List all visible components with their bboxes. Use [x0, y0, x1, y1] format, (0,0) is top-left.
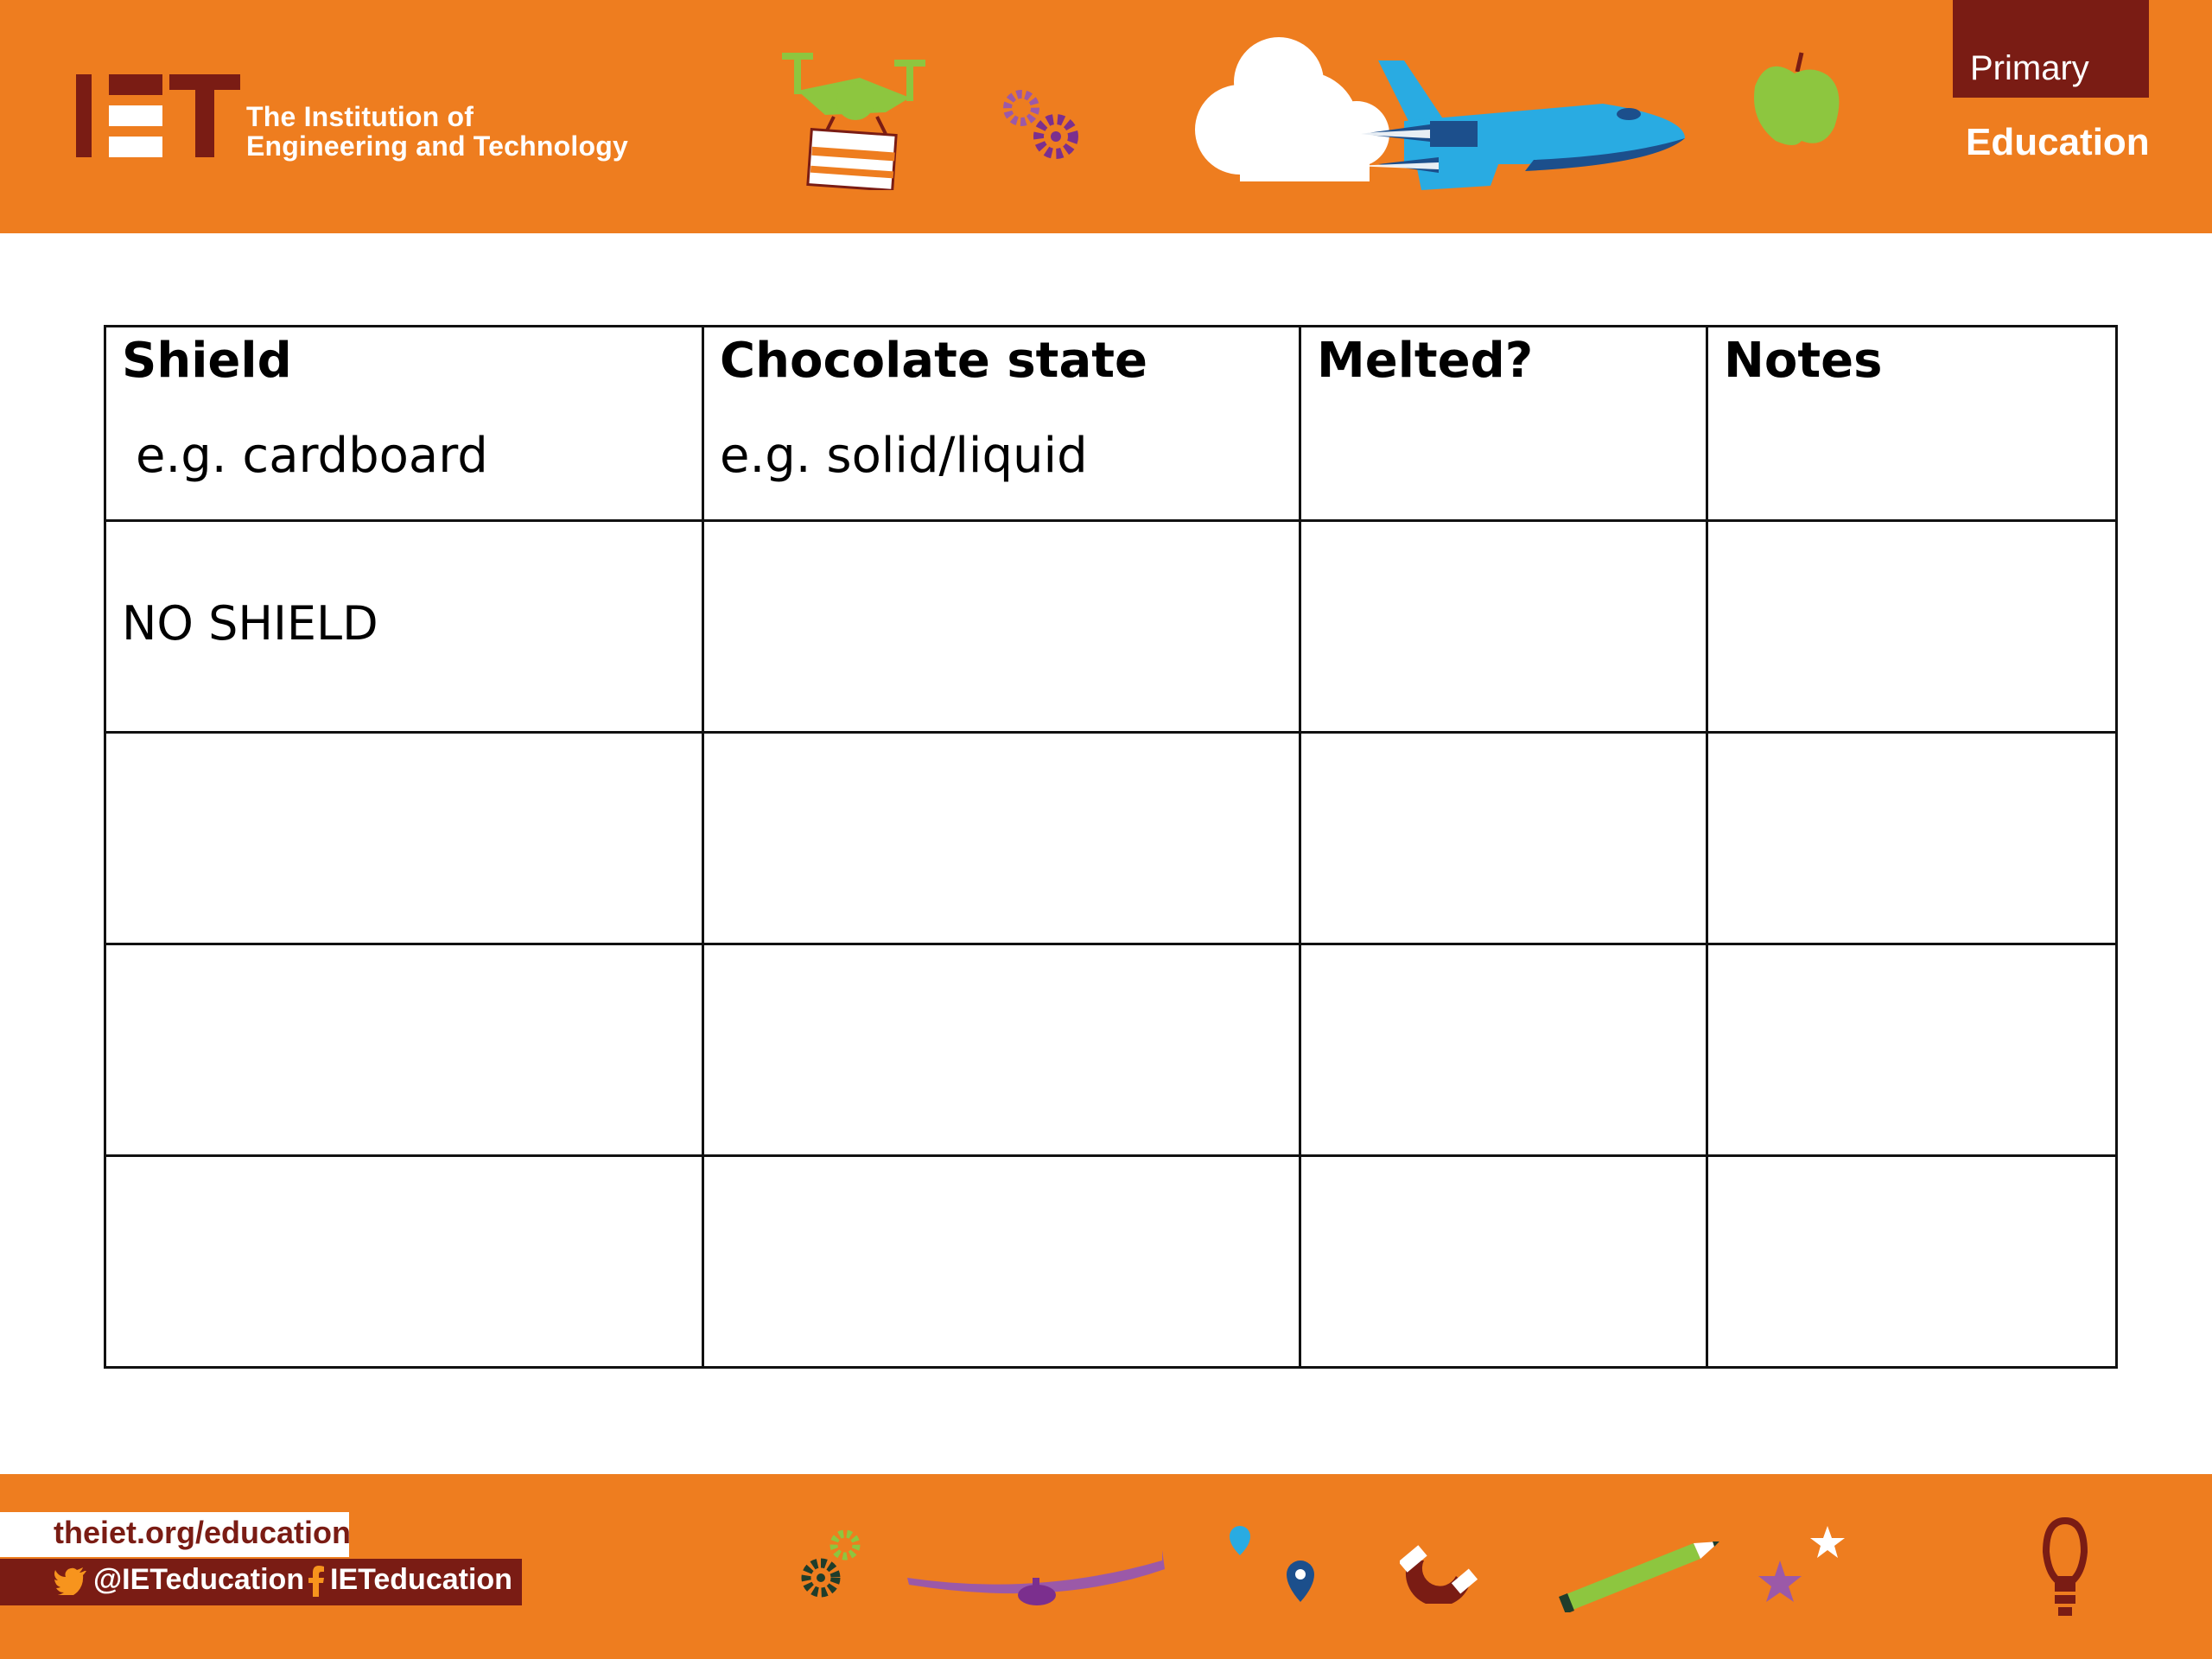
table-header-row — [105, 327, 2117, 521]
organisation-name — [246, 102, 628, 161]
apple-icon — [1750, 48, 1840, 149]
facebook-icon — [308, 1566, 325, 1597]
header-cell-melted — [1300, 327, 1707, 521]
cell-text: NO SHIELD — [122, 596, 378, 651]
table-cell[interactable] — [703, 944, 1300, 1156]
column-header-shield: Shield — [122, 333, 292, 389]
table-cell[interactable] — [105, 1156, 703, 1368]
education-label: Education — [1966, 121, 2150, 163]
column-header-melted: Melted? — [1317, 333, 1534, 389]
column-example-chocolate-state: e.g. solid/liquid — [720, 428, 1088, 484]
header-cell-chocolate-state — [703, 327, 1300, 521]
org-name-line1: The Institution of — [246, 101, 474, 132]
column-header-notes: Notes — [1724, 333, 1883, 389]
table-cell[interactable] — [1300, 1156, 1707, 1368]
table-row — [105, 944, 2117, 1156]
map-pin-icon — [1214, 1517, 1335, 1612]
primary-label: Primary — [1970, 49, 2089, 87]
table-row — [105, 521, 2117, 733]
drone-icon — [773, 48, 938, 190]
light-bulb-icon — [2039, 1517, 2091, 1621]
table-cell[interactable] — [1707, 944, 2117, 1156]
table-cell[interactable] — [1300, 521, 1707, 733]
table-cell[interactable] — [703, 733, 1300, 944]
gears-icon — [1002, 89, 1084, 162]
website-link[interactable]: theiet.org/education — [54, 1515, 352, 1550]
table-cell[interactable] — [1300, 944, 1707, 1156]
magnet-icon — [1400, 1526, 1486, 1604]
facebook-handle[interactable]: IETeducation — [330, 1563, 512, 1596]
star-icon — [1754, 1526, 1849, 1612]
results-table — [104, 325, 2118, 1369]
header-banner — [0, 0, 2212, 233]
table-cell[interactable] — [1707, 1156, 2117, 1368]
column-header-chocolate-state: Chocolate state — [720, 333, 1147, 389]
table-cell[interactable] — [703, 521, 1300, 733]
glider-icon — [907, 1543, 1166, 1612]
iet-logo — [76, 74, 240, 157]
space-shuttle-icon — [1344, 52, 1689, 199]
table-cell[interactable] — [1707, 521, 2117, 733]
table-cell[interactable] — [105, 733, 703, 944]
column-example-shield: e.g. cardboard — [136, 428, 488, 484]
table-cell[interactable] — [703, 1156, 1300, 1368]
table-cell[interactable] — [1300, 733, 1707, 944]
gears-icon — [795, 1526, 868, 1604]
twitter-icon — [54, 1567, 86, 1595]
org-name-line2: Engineering and Technology — [246, 130, 628, 162]
header-cell-notes — [1707, 327, 2117, 521]
table-row — [105, 733, 2117, 944]
pencil-icon — [1555, 1535, 1719, 1612]
table-cell[interactable] — [105, 944, 703, 1156]
table-row — [105, 1156, 2117, 1368]
twitter-handle[interactable]: @IETeducation — [93, 1563, 305, 1596]
table-cell[interactable] — [1707, 733, 2117, 944]
header-cell-shield — [105, 327, 703, 521]
table-cell[interactable] — [105, 521, 703, 733]
